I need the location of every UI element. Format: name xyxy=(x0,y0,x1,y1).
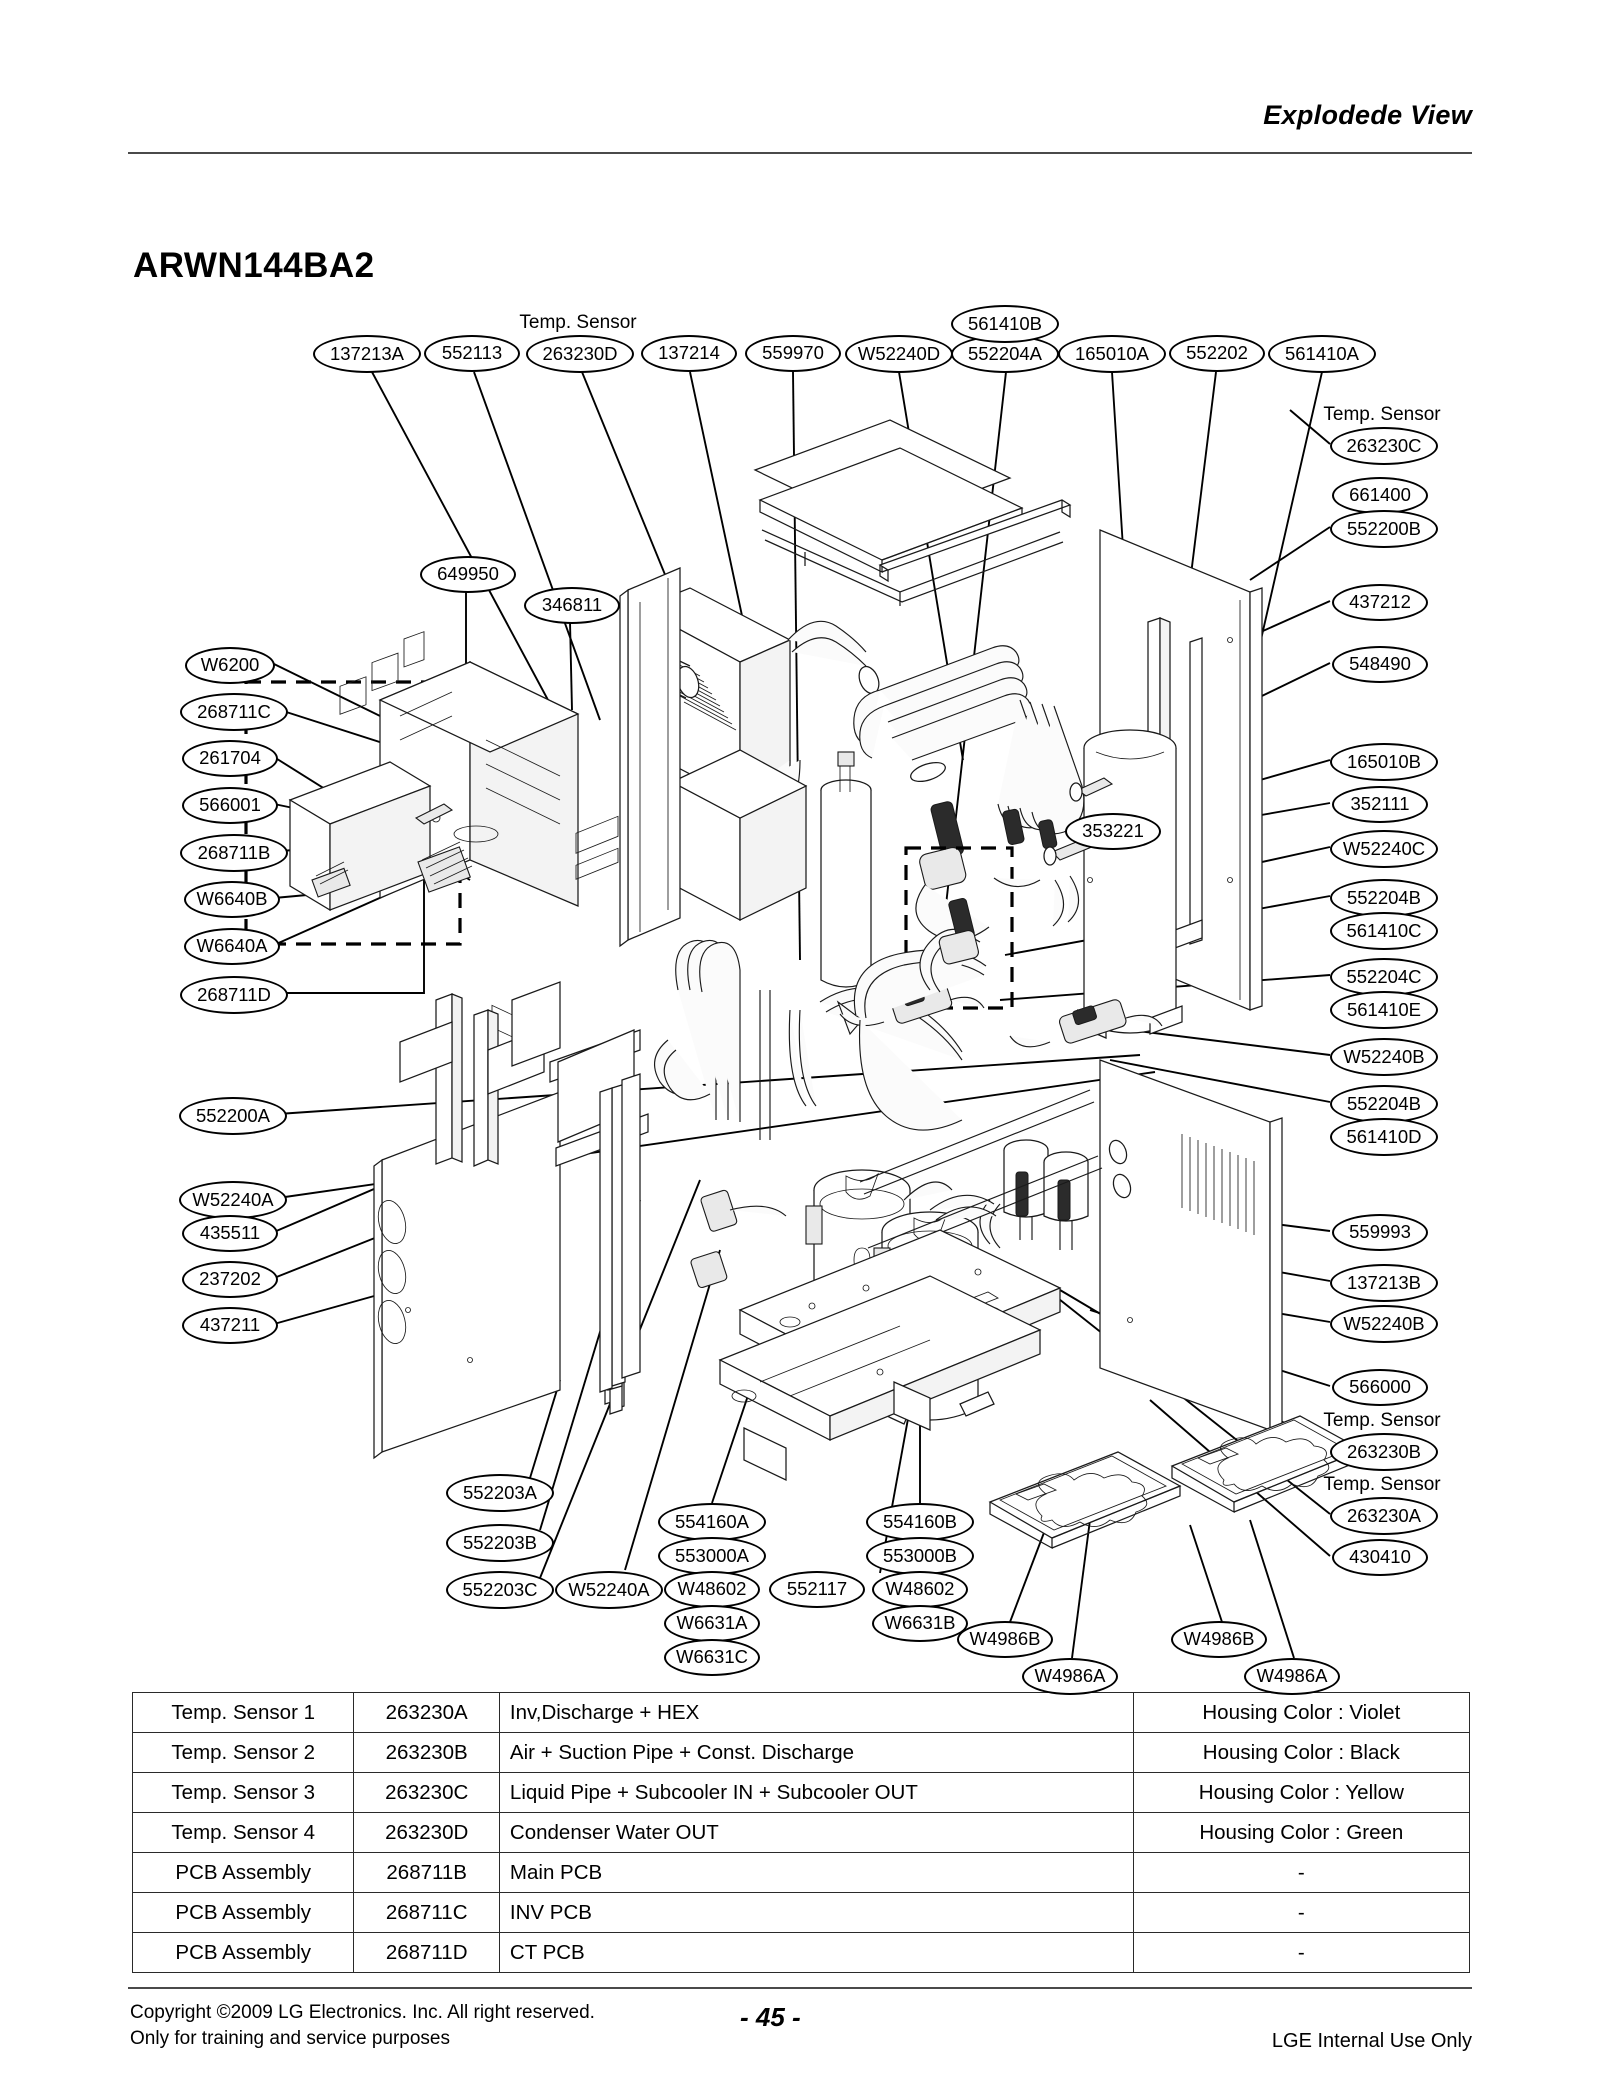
accumulator-tank xyxy=(1070,730,1182,1038)
part-callout-661400[interactable]: 661400 xyxy=(1332,477,1428,514)
part-callout-352111[interactable]: 352111 xyxy=(1332,786,1428,823)
part-callout-w52240d[interactable]: W52240D xyxy=(845,335,953,373)
row-kind: Temp. Sensor 3 xyxy=(133,1773,354,1813)
row-description: Inv,Discharge + HEX xyxy=(499,1693,1133,1733)
part-callout-w48602[interactable]: W48602 xyxy=(872,1571,968,1608)
row-description: INV PCB xyxy=(499,1893,1133,1933)
part-callout-263230a[interactable]: 263230A xyxy=(1330,1497,1438,1535)
part-callout-w6631a[interactable]: W6631A xyxy=(664,1605,760,1642)
part-callout-w4986b[interactable]: W4986B xyxy=(957,1621,1053,1658)
central-pipe-manifold xyxy=(854,646,1084,940)
part-callout-w6631c[interactable]: W6631C xyxy=(664,1639,760,1676)
part-callout-561410a[interactable]: 561410A xyxy=(1268,335,1376,373)
row-part-code: 268711B xyxy=(354,1853,500,1893)
part-callout-268711b[interactable]: 268711B xyxy=(180,834,288,872)
left-service-panel xyxy=(620,568,680,946)
part-callout-w48602[interactable]: W48602 xyxy=(664,1571,760,1608)
part-callout-w6640b[interactable]: W6640B xyxy=(184,881,280,918)
part-callout-554160a[interactable]: 554160A xyxy=(658,1503,766,1541)
page-number: - 45 - xyxy=(740,2002,801,2032)
row-housing-color: - xyxy=(1133,1853,1469,1893)
page-header-title: Explodede View xyxy=(1263,100,1472,130)
part-callout-552203c[interactable]: 552203C xyxy=(446,1571,554,1609)
part-callout-268711d[interactable]: 268711D xyxy=(180,976,288,1014)
row-description: CT PCB xyxy=(499,1933,1133,1973)
part-callout-346811[interactable]: 346811 xyxy=(524,587,620,624)
part-callout-137213a[interactable]: 137213A xyxy=(313,335,421,373)
part-callout-552203a[interactable]: 552203A xyxy=(446,1474,554,1512)
row-description: Main PCB xyxy=(499,1853,1133,1893)
part-callout-w52240b[interactable]: W52240B xyxy=(1330,1305,1438,1343)
row-part-code: 268711C xyxy=(354,1893,500,1933)
part-callout-w4986a[interactable]: W4986A xyxy=(1022,1658,1118,1695)
row-kind: Temp. Sensor 2 xyxy=(133,1733,354,1773)
row-part-code: 263230B xyxy=(354,1733,500,1773)
row-description: Air + Suction Pipe + Const. Discharge xyxy=(499,1733,1133,1773)
part-callout-263230b[interactable]: 263230B xyxy=(1330,1433,1438,1471)
part-callout-561410c[interactable]: 561410C xyxy=(1330,912,1438,950)
row-housing-color: - xyxy=(1133,1933,1469,1973)
row-description: Liquid Pipe + Subcooler IN + Subcooler OUT xyxy=(499,1773,1133,1813)
row-part-code: 263230C xyxy=(354,1773,500,1813)
row-housing-color: Housing Color : Green xyxy=(1133,1813,1469,1853)
part-callout-w52240a[interactable]: W52240A xyxy=(179,1181,287,1219)
part-callout-552113[interactable]: 552113 xyxy=(424,335,520,372)
right-side-louver-panel xyxy=(1100,1060,1282,1430)
row-kind: PCB Assembly xyxy=(133,1853,354,1893)
row-housing-color: Housing Color : Violet xyxy=(1133,1693,1469,1733)
part-callout-w6640a[interactable]: W6640A xyxy=(184,928,280,965)
temp-sensor-caption: Temp. Sensor xyxy=(519,312,637,333)
copyright-line-2: Only for training and service purposes xyxy=(130,2028,450,2049)
part-callout-263230d[interactable]: 263230D xyxy=(526,335,634,373)
part-callout-561410e[interactable]: 561410E xyxy=(1330,991,1438,1029)
part-callout-566000[interactable]: 566000 xyxy=(1332,1369,1428,1406)
row-part-code: 263230D xyxy=(354,1813,500,1853)
part-callout-552204a[interactable]: 552204A xyxy=(951,335,1059,373)
row-description: Condenser Water OUT xyxy=(499,1813,1133,1853)
part-callout-w4986a[interactable]: W4986A xyxy=(1244,1658,1340,1695)
part-callout-561410b[interactable]: 561410B xyxy=(951,305,1059,343)
part-callout-552204b[interactable]: 552204B xyxy=(1330,879,1438,917)
part-callout-561410d[interactable]: 561410D xyxy=(1330,1118,1438,1156)
part-callout-552204c[interactable]: 552204C xyxy=(1330,958,1438,996)
part-callout-552203b[interactable]: 552203B xyxy=(446,1524,554,1562)
internal-use-notice: LGE Internal Use Only xyxy=(1271,2030,1472,2052)
part-callout-437211[interactable]: 437211 xyxy=(182,1307,278,1344)
oil-separator-vessel xyxy=(821,752,871,987)
temp-sensor-caption: Temp. Sensor xyxy=(1323,404,1441,425)
part-callout-552200a[interactable]: 552200A xyxy=(179,1097,287,1135)
row-kind: PCB Assembly xyxy=(133,1933,354,1973)
part-callout-w6631b[interactable]: W6631B xyxy=(872,1605,968,1642)
row-housing-color: Housing Color : Yellow xyxy=(1133,1773,1469,1813)
part-callout-268711c[interactable]: 268711C xyxy=(180,693,288,731)
part-callout-430410[interactable]: 430410 xyxy=(1332,1539,1428,1576)
part-callout-165010b[interactable]: 165010B xyxy=(1330,743,1438,781)
part-callout-w6200[interactable]: W6200 xyxy=(185,647,275,684)
part-callout-552200b[interactable]: 552200B xyxy=(1330,510,1438,548)
part-callout-559993[interactable]: 559993 xyxy=(1332,1214,1428,1251)
row-kind: PCB Assembly xyxy=(133,1893,354,1933)
part-callout-435511[interactable]: 435511 xyxy=(182,1215,278,1252)
temp-sensor-caption: Temp. Sensor xyxy=(1323,1474,1441,1495)
base-frame xyxy=(720,1230,1060,1480)
part-callout-553000a[interactable]: 553000A xyxy=(658,1537,766,1575)
part-callout-552117[interactable]: 552117 xyxy=(769,1571,865,1608)
row-kind: Temp. Sensor 1 xyxy=(133,1693,354,1733)
gasket-plate-left xyxy=(990,1452,1180,1548)
part-callout-552202[interactable]: 552202 xyxy=(1169,335,1265,372)
part-callout-566001[interactable]: 566001 xyxy=(182,787,278,824)
part-callout-137213b[interactable]: 137213B xyxy=(1330,1264,1438,1302)
part-callout-649950[interactable]: 649950 xyxy=(420,556,516,593)
part-callout-261704[interactable]: 261704 xyxy=(182,740,278,777)
part-callout-552204b[interactable]: 552204B xyxy=(1330,1085,1438,1123)
part-callout-137214[interactable]: 137214 xyxy=(641,335,737,372)
left-lower-panel-assembly xyxy=(374,816,648,1458)
part-callout-554160b[interactable]: 554160B xyxy=(866,1503,974,1541)
copyright-line-1: Copyright ©2009 LG Electronics. Inc. All right reserved. xyxy=(130,2002,595,2023)
part-callout-559970[interactable]: 559970 xyxy=(745,335,841,372)
part-callout-w52240c[interactable]: W52240C xyxy=(1330,830,1438,868)
part-callout-353221[interactable]: 353221 xyxy=(1065,813,1161,850)
part-callout-w4986b[interactable]: W4986B xyxy=(1171,1621,1267,1658)
model-number-title: ARWN144BA2 xyxy=(133,246,375,285)
part-callout-553000b[interactable]: 553000B xyxy=(866,1537,974,1575)
part-callout-437212[interactable]: 437212 xyxy=(1332,584,1428,621)
part-callout-165010a[interactable]: 165010A xyxy=(1058,335,1166,373)
row-housing-color: Housing Color : Black xyxy=(1133,1733,1469,1773)
part-callout-w52240a[interactable]: W52240A xyxy=(555,1571,663,1609)
part-callout-548490[interactable]: 548490 xyxy=(1332,646,1428,683)
part-callout-w52240b[interactable]: W52240B xyxy=(1330,1038,1438,1076)
part-callout-237202[interactable]: 237202 xyxy=(182,1261,278,1298)
row-housing-color: - xyxy=(1133,1893,1469,1933)
row-part-code: 268711D xyxy=(354,1933,500,1973)
row-part-code: 263230A xyxy=(354,1693,500,1733)
temp-sensor-caption: Temp. Sensor xyxy=(1323,1410,1441,1431)
row-kind: Temp. Sensor 4 xyxy=(133,1813,354,1853)
part-callout-263230c[interactable]: 263230C xyxy=(1330,427,1438,465)
